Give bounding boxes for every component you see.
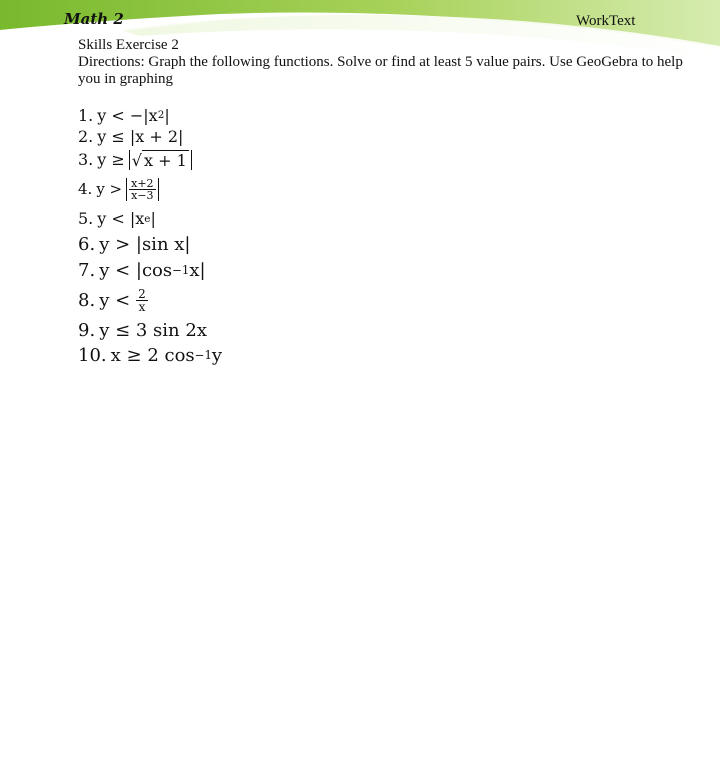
problem-expression: y < |x: [97, 209, 145, 228]
problem-item: 10. x ≥ 2 cos −1 y: [78, 344, 223, 366]
fraction: [129, 178, 155, 201]
absolute-value: [129, 150, 192, 170]
absolute-value: [126, 178, 158, 201]
problem-item: [78, 318, 222, 342]
problem-expression: y < −|x: [97, 105, 158, 125]
problem-tail: |: [150, 209, 156, 228]
intro-block: [78, 37, 703, 88]
problem-expression: y > |sin x|: [99, 233, 191, 255]
directions-text: Directions: Graph the following functions. Solve or find at least 5 value pairs. Use GeoGebra to help you in graphing: [78, 54, 683, 87]
fraction-denominator: x: [138, 300, 146, 314]
problem-number: 8.: [78, 290, 96, 311]
problem-item: [78, 283, 222, 318]
problem-list: [78, 104, 222, 368]
problem-number: 6.: [78, 233, 96, 255]
square-root: [132, 150, 189, 170]
header-title: Math 2: [64, 10, 124, 28]
problem-number: 3.: [78, 150, 94, 169]
problem-number: 9.: [78, 319, 96, 341]
radicand: x + 1: [144, 150, 187, 170]
problem-tail: y: [211, 344, 223, 366]
problem-item: 5. y < |x e |: [78, 209, 156, 228]
problem-number: 1.: [78, 105, 94, 125]
problem-lead: y >: [96, 180, 123, 198]
problem-number: 5.: [78, 209, 94, 228]
header-worktext: WorkText: [576, 13, 636, 29]
fraction-numerator: 2: [138, 287, 146, 301]
problem-number: 2.: [78, 127, 94, 146]
problem-item: 1. y < −|x 2 |: [78, 105, 170, 125]
exercise-title: Skills Exercise 2: [78, 37, 179, 53]
problem-lead: y ≥: [97, 150, 125, 169]
fraction: [136, 288, 148, 313]
problem-number: 4.: [78, 180, 93, 198]
problem-item: [78, 147, 222, 172]
problem-item: [78, 231, 222, 257]
fraction-numerator: x+2: [131, 176, 154, 190]
problem-item: [78, 126, 222, 147]
problem-tail: |: [164, 105, 170, 125]
problem-lead: y <: [99, 290, 131, 311]
problem-number: 10.: [78, 344, 107, 366]
problem-expression: y ≤ 3 sin 2x: [99, 319, 207, 341]
problem-item: [78, 172, 222, 206]
problem-expression: x ≥ 2 cos: [110, 344, 195, 366]
problem-number: 7.: [78, 259, 96, 281]
radical-sign-icon: √: [131, 150, 142, 170]
fraction-denominator: x−3: [131, 188, 154, 202]
problem-item: 7. y < |cos −1 x|: [78, 259, 206, 281]
problem-expression: y < |cos: [99, 259, 173, 281]
problem-expression: y ≤ |x + 2|: [97, 127, 184, 146]
problem-tail: x|: [189, 259, 206, 281]
